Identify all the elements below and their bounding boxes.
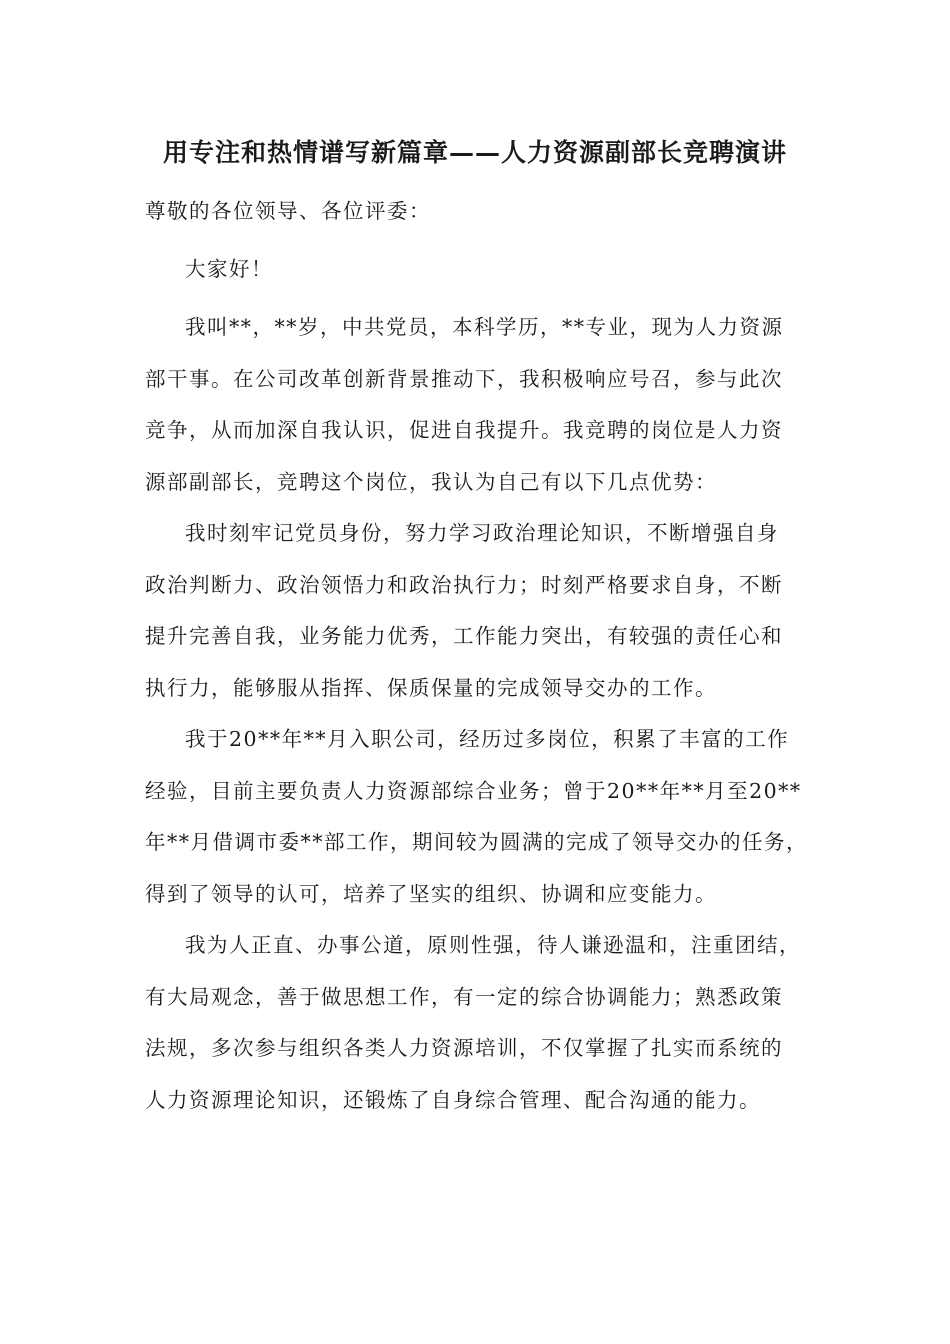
paragraph-line: 我于20**年**月入职公司，经历过多岗位，积累了丰富的工作 [185, 727, 790, 751]
paragraph-line: 源部副部长，竞聘这个岗位，我认为自己有以下几点优势： [145, 469, 717, 494]
paragraph-line: 我时刻牢记党员身份，努力学习政治理论知识，不断增强自身 [185, 521, 779, 545]
paragraph-line: 有大局观念，善于做思想工作，有一定的综合协调能力；熟悉政策 [145, 984, 783, 1009]
paragraph-2 [145, 518, 805, 724]
paragraph-line: 经验，目前主要负责人力资源部综合业务；曾于20**年**月至20** [145, 778, 802, 803]
salutation: 尊敬的各位领导、各位评委： [145, 199, 431, 223]
paragraph-4 [145, 930, 805, 1136]
paragraph-line: 我为人正直、办事公道，原则性强，待人谦逊温和，注重团结， [185, 933, 801, 957]
document-title: 用专注和热情谱写新篇章——人力资源副部长竞聘演讲 [162, 138, 787, 167]
paragraph-line: 人力资源理论知识，还锻炼了自身综合管理、配合沟通的能力。 [145, 1087, 761, 1112]
paragraph-line: 政治判断力、政治领悟力和政治执行力；时刻严格要求自身，不断 [145, 572, 783, 597]
paragraph-line: 得到了领导的认可，培养了坚实的组织、协调和应变能力。 [145, 881, 717, 906]
paragraph-3 [145, 724, 808, 930]
paragraph-line: 提升完善自我，业务能力优秀，工作能力突出，有较强的责任心和 [145, 624, 783, 648]
paragraph-line: 年**月借调市委**部工作，期间较为圆满的完成了领导交办的任务， [145, 830, 808, 854]
paragraph-line: 我叫**，**岁，中共党员，本科学历，**专业，现为人力资源 [185, 315, 784, 339]
paragraph-line: 竞争，从而加深自我认识，促进自我提升。我竞聘的岗位是人力资 [145, 418, 783, 442]
greeting: 大家好！ [185, 257, 273, 281]
paragraph-1 [145, 312, 805, 518]
paragraph-line: 法规，多次参与组织各类人力资源培训，不仅掌握了扎实而系统的 [145, 1036, 783, 1060]
paragraph-line: 执行力，能够服从指挥、保质保量的完成领导交办的工作。 [145, 675, 717, 700]
paragraph-line: 部干事。在公司改革创新背景推动下，我积极响应号召，参与此次 [145, 366, 783, 391]
